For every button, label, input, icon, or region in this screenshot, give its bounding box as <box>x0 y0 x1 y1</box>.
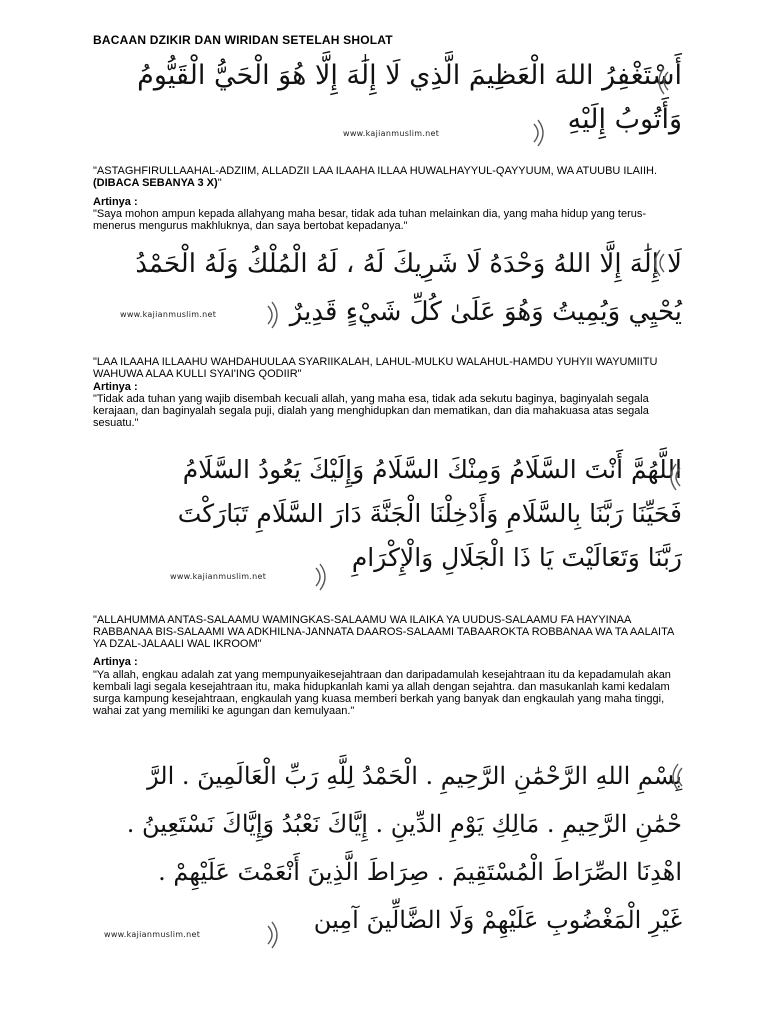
watermark: www.kajianmuslim.net <box>343 129 440 138</box>
arabic-line: غَيْرِ الْمَغْضُوبِ عَلَيْهِمْ وَلَا الضَّالِّينَ آمِين <box>313 906 682 934</box>
translation-text: "Tidak ada tuhan yang wajib disembah kecuali allah, yang maha esa, tidak ada sekutu baginya, baginyalah segala kerajaan, dan baginyalah segala puji, dialah yang menghidupkan dan mematikan, dan dia mahakuasa atas segala sesuatu." <box>93 393 649 429</box>
transliteration: "ALLAHUMMA ANTAS-SALAAMU WAMINGKAS-SALAAMU WA ILAIKA YA UUDUS-SALAAMU FA HAYYINAA RABBANAA BIS-SALAAMI WA ADKHILNA-JANNATA DAAROS-SALAAMI TABAAROKTA ROBBANAA WA TA AALAITA YA DZAL-JALAALI WAL IKROOM" <box>93 614 674 650</box>
arabic-line: بِسْمِ اللهِ الرَّحْمَٰنِ الرَّحِيمِ . الْحَمْدُ لِلَّهِ رَبِّ الْعَالَمِينَ . الرَّ <box>147 762 682 790</box>
repeat-note: (DIBACA SEBANYA 3 X) <box>93 177 218 189</box>
verse-ornament-icon <box>264 920 286 950</box>
arabic-line: لَا إِلَٰهَ إِلَّا اللهُ وَحْدَهُ لَا شَرِيكَ لَهُ ، لَهُ الْمُلْكُ وَلَهُ الْحَمْدُ <box>135 249 682 279</box>
watermark: www.kajianmuslim.net <box>120 310 217 319</box>
arabic-text-al-fatihah <box>100 752 682 944</box>
page-title: BACAAN DZIKIR DAN WIRIDAN SETELAH SHOLAT <box>93 33 393 47</box>
verse-ornament-icon <box>646 248 668 278</box>
transliteration-end: " <box>217 177 222 189</box>
watermark: www.kajianmuslim.net <box>170 572 267 581</box>
arabic-line: وَأَتُوبُ إِلَيْهِ <box>567 104 682 135</box>
translation-label: Artinya : <box>93 381 138 393</box>
arabic-line: فَحَيِّنَا رَبَّنَا بِالسَّلَامِ وَأَدْخِلْنَا الْجَنَّةَ دَارَ السَّلَامِ تَبَارَكْتَ <box>177 499 682 528</box>
translation-label: Artinya : <box>93 656 138 668</box>
verse-ornament-icon <box>530 118 552 148</box>
transliteration <box>93 165 683 189</box>
arabic-line: اهْدِنَا الصِّرَاطَ الْمُسْتَقِيمَ . صِرَاطَ الَّذِينَ أَنْعَمْتَ عَلَيْهِمْ . <box>158 858 682 886</box>
arabic-line: اللَّهُمَّ أَنْتَ السَّلَامُ وَمِنْكَ السَّلَامُ وَإِلَيْكَ يَعُودُ السَّلَامُ <box>182 455 682 484</box>
translation-text: "Ya allah, engkau adalah zat yang mempunyaikesejahtraan dan daripadamulah kesejahtraan itu da kepadamulah akan kembali lagi segala kesejahtraan itu, maka hidupkanlah kami ya allah dengan sejahtra. dan masukanlah kami kedalam surga kampung kesejahtraan, engkaulah yang kuasa memberi berkah yang banyak dan engkaulah yang maha tinggi, wahai zat yang memiliki ke agungan dan kemulyaan." <box>93 669 671 717</box>
verse-ornament-icon <box>312 562 334 592</box>
translation-text: "Saya mohon ampun kepada allahyang maha besar, tidak ada tuhan melainkan dia, yang maha hidup yang terus-menerus mengurus makhluknya, dan saya bertobat kepadanya." <box>93 208 647 232</box>
transliteration-text: "ASTAGHFIRULLAAHAL-ADZIIM, ALLADZII LAA ILAAHA ILLAA HUWALHAYYUL-QAYYUUM, WA ATUUBU ILAIIH. <box>93 165 658 177</box>
transliteration: "LAA ILAAHA ILLAAHU WAHDAHUULAA SYARIIKALAH, LAHUL-MULKU WALAHUL-HAMDU YUHYII WAYUMIITU WAHUWA ALAA KULLI SYAI'ING QODIIR" <box>93 356 658 380</box>
arabic-line: أَسْتَغْفِرُ اللهَ الْعَظِيمَ الَّذِي لَا إِلَٰهَ إِلَّا هُوَ الْحَيُّ الْقَيُّومُ <box>137 60 682 91</box>
arabic-text-tahlil <box>110 240 682 336</box>
arabic-line: رَبَّنَا وَتَعَالَيْتَ يَا ذَا الْجَلَالِ وَالْإِكْرَامِ <box>351 543 682 572</box>
verse-ornament-icon <box>650 66 672 96</box>
verse-ornament-icon <box>664 762 686 792</box>
arabic-line: حْمَٰنِ الرَّحِيمِ . مَالِكِ يَوْمِ الدِّينِ . إِيَّاكَ نَعْبُدُ وَإِيَّاكَ نَسْتَعِينُ . <box>126 810 682 838</box>
verse-ornament-icon <box>264 300 286 330</box>
watermark: www.kajianmuslim.net <box>104 930 201 939</box>
arabic-line: يُحْيِي وَيُمِيتُ وَهُوَ عَلَىٰ كُلِّ شَيْءٍ قَدِيرٌ <box>289 297 682 327</box>
verse-ornament-icon <box>662 462 684 492</box>
translation-label: Artinya : <box>93 196 138 208</box>
arabic-text-salaam <box>100 448 682 580</box>
